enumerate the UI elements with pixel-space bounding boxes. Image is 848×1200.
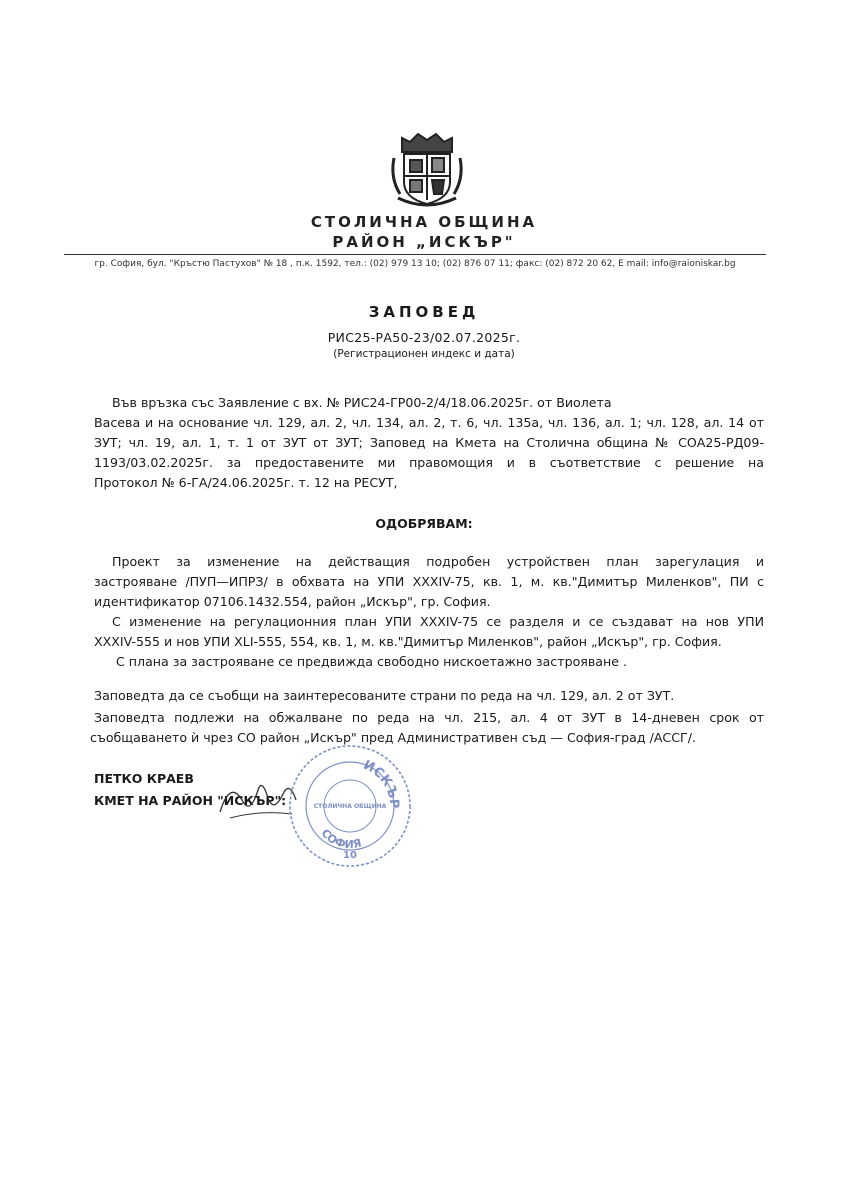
paragraph-line: Проект за изменение на действащия подробен устройствен план зарегулация и — [112, 554, 764, 569]
paragraph-line: XXXIV-555 и нов УПИ XLI-555, 554, кв. 1, м. кв."Димитър Миленков", район „Искър", гр. София. — [94, 634, 722, 649]
intro-line: 1193/03.02.2025г. за предоставените ми правомощия и в съответствие с решение на — [94, 455, 764, 470]
paragraph-line: С изменение на регулационния план УПИ XXXIV-75 се разделя и се създават на нов УПИ — [112, 614, 764, 629]
paragraph-line: идентификатор 07106.1432.554, район „Искър", гр. София. — [94, 594, 491, 609]
decision-paragraph-2 — [94, 612, 764, 652]
decision-paragraph-1 — [94, 552, 764, 612]
stamp-number: 10 — [343, 850, 357, 861]
decision-paragraph-3 — [94, 652, 764, 672]
signatory-position: КМЕТ НА РАЙОН "ИСКЪР": — [94, 793, 287, 808]
stamp-outer-text: ИСКЪР — [360, 757, 402, 809]
appeal-paragraph — [90, 708, 764, 748]
header-divider — [64, 254, 766, 255]
stamp-city-text: СОФИЯ — [318, 826, 363, 852]
paragraph-line: Заповедта да се съобщи на заинтересованите страни по реда на чл. 129, ал. 2 от ЗУТ. — [94, 688, 675, 703]
contact-line: гр. София, бул. "Кръстю Пастухов" № 18 , п.к. 1592, тел.: (02) 979 13 10; (02) 876 07 11; факс: (02) 872 20 62, E mail: info@raioniskar.bg — [94, 259, 736, 269]
notification-paragraph — [94, 686, 764, 706]
document-title: ЗАПОВЕД — [368, 303, 480, 321]
stamp-center-text: СТОЛИЧНА ОБЩИНА — [313, 803, 387, 810]
approval-heading: ОДОБРЯВАМ: — [375, 516, 473, 531]
paragraph-line: Заповедта подлежи на обжалване по реда на чл. 215, ал. 4 от ЗУТ в 14-дневен срок от — [94, 710, 764, 725]
intro-line: Във връзка със Заявление с вх. № РИС24-ГР00-2/4/18.06.2025г. от Виолета — [112, 395, 612, 410]
paragraph-line: застрояване /ПУП—ИПРЗ/ в обхвата на УПИ XXXIV-75, кв. 1, м. кв."Димитър Миленков", ПИ с — [94, 574, 764, 589]
intro-line: Васева и на основание чл. 129, ал. 2, чл. 134, ал. 2, т. 6, чл. 135а, чл. 136, ал. 1; чл. 128, ал. 14 от — [94, 415, 764, 430]
registration-number: РИС25-РА50-23/02.07.2025г. — [327, 330, 521, 345]
paragraph-line: съобщаването ѝ чрез СО район „Искър" пред Административен съд — София-град /АССГ/. — [90, 730, 696, 745]
paragraph-line: С плана за застрояване се предвижда свободно нискоетажно застрояване . — [116, 654, 627, 669]
signatory-name: ПЕТКО КРАЕВ — [94, 771, 194, 786]
official-stamp — [286, 742, 414, 870]
district-name: РАЙОН „ИСКЪР" — [332, 233, 516, 251]
organization-name: СТОЛИЧНА ОБЩИНА — [310, 213, 538, 231]
intro-line: ЗУТ; чл. 19, ал. 1, т. 1 от ЗУТ от ЗУТ; Заповед на Кмета на Столична община № СОА25-РД09- — [94, 435, 764, 450]
intro-paragraph — [94, 393, 764, 493]
registration-label: (Регистрационен индекс и дата) — [333, 348, 515, 360]
intro-line: Протокол № 6-ГА/24.06.2025г. т. 12 на РЕСУТ, — [94, 475, 398, 490]
coat-of-arms-icon — [388, 128, 466, 208]
